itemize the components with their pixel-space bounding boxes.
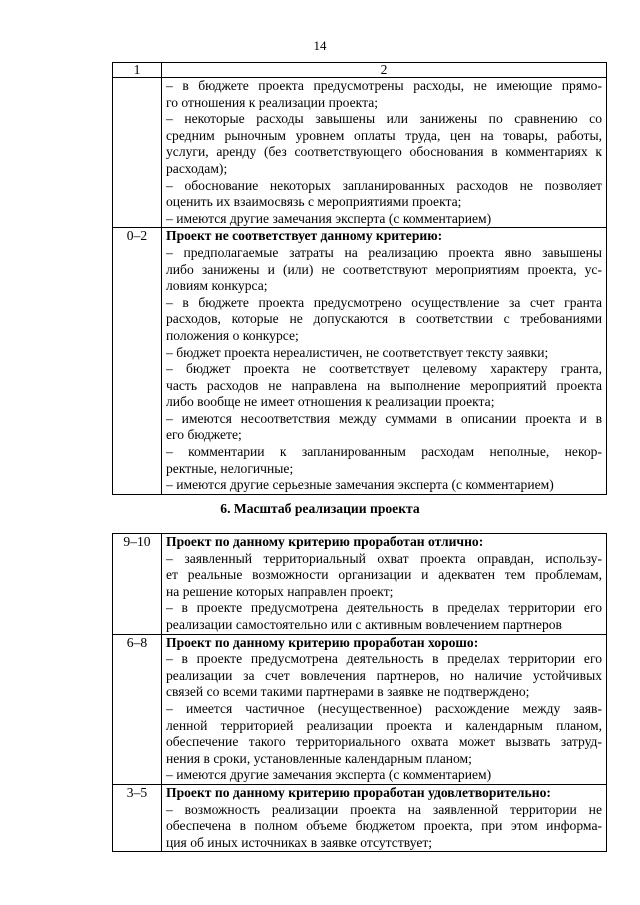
text-line: расходов, которые не допускаются в соответствии с требованиями: [166, 311, 602, 327]
text-line: го отношения к реализации проекта;: [166, 94, 379, 110]
text-line: – имеются другие серьезные замечания эксперта (с комментарием): [166, 477, 554, 493]
text-line: – предполагаемые затраты на реализацию проекта явно завышены: [166, 244, 602, 260]
criterion-title: Проект по данному критерию проработан удовлетворительно:: [166, 784, 551, 800]
text-line: средним рыночным уровнем оплаты труда, цен на товары, работы,: [166, 127, 602, 143]
text-line: расходам);: [166, 160, 228, 176]
text-line: – в бюджете проекта предусмотрено осуществление за счет гранта: [166, 294, 602, 310]
table-header-row: [113, 63, 607, 78]
score-cell: 3–5: [113, 784, 162, 851]
text-line: – в бюджете проекта предусмотрены расходы, не имеющие прямо-: [166, 78, 602, 93]
table-row: [113, 228, 607, 495]
text-line: реализации за счет вовлечения партнеров, но наличие устойчивых: [166, 667, 602, 683]
table-row: [113, 534, 607, 635]
text-line: ленной территорией реализации проекта и календарным планом,: [166, 717, 602, 733]
text-line: его бюджете;: [166, 427, 242, 443]
text-line: ет реальные возможности организации и адекватен тем проблемам,: [166, 567, 602, 583]
table-row: [113, 784, 607, 851]
text-line: положения о конкурсе;: [166, 327, 299, 343]
score-cell: 9–10: [113, 534, 162, 635]
text-line: связей со всеми такими партнерами в заявке не подтверждено;: [166, 684, 530, 700]
text-line: – бюджет проекта не соответствует целевому характеру гранта,: [166, 361, 602, 377]
text-line: обеспечена в полном объеме бюджетом проекта, при этом информа-: [166, 818, 602, 834]
criterion-title: Проект по данному критерию проработан хорошо:: [166, 634, 479, 650]
section-heading: 6. Масштаб реализации проекта: [220, 501, 420, 516]
text-line: – в проекте предусмотрена деятельность в пределах территории его: [166, 600, 602, 616]
text-line: обеспечение такого территориального охвата может вызвать затруд-: [166, 734, 602, 750]
text-line: – в проекте предусмотрена деятельность в пределах территории его: [166, 651, 602, 667]
text-line: оценить их взаимосвязь с мероприятиями проекта;: [166, 194, 462, 210]
text-line: – бюджет проекта нереалистичен, не соответствует тексту заявки;: [166, 344, 549, 360]
criteria-table-scale: [112, 533, 607, 852]
text-line: на решение которых направлен проект;: [166, 583, 394, 599]
text-line: ректные, нелогичные;: [166, 460, 294, 476]
text-line: – обоснование некоторых запланированных расходов не позволяет: [166, 177, 602, 193]
criterion-title: Проект по данному критерию проработан отлично:: [166, 534, 484, 549]
text-line: нения в сроки, установленные календарным планом;: [166, 750, 472, 766]
table-row: [113, 78, 607, 228]
text-line: – некоторые расходы завышены или занижены по сравнению со: [166, 111, 602, 127]
text-line: – имеются другие замечания эксперта (с комментарием): [166, 767, 492, 783]
text-line: часть расходов не направлена на выполнение мероприятий проекта: [166, 377, 602, 393]
text-line: услуги, аренду (без соответствующего обоснования в комментариях к: [166, 144, 602, 160]
text-line: – комментарии к запланированным расходам неполные, некор-: [166, 444, 602, 460]
column-header-score: 1: [113, 63, 162, 78]
text-line: – имеется частичное (несущественное) расхождение между заяв-: [166, 700, 602, 716]
text-line: ция об иных источниках в заявке отсутствует;: [166, 834, 433, 850]
criteria-table-budget: [112, 62, 607, 495]
score-cell: 0–2: [113, 228, 162, 495]
text-line: либо вообще не имеет отношения к реализации проекта;: [166, 394, 495, 410]
description-cell: [162, 784, 607, 851]
text-line: реализации самостоятельно или с активным вовлечением партнеров: [166, 616, 562, 632]
description-cell: [162, 534, 607, 635]
text-line: либо занижены и (или) не соответствуют мероприятиям проекта, ус-: [166, 261, 602, 277]
criterion-title: Проект не соответствует данному критерию:: [166, 228, 443, 244]
text-line: – имеются несоответствия между суммами в описании проекта и в: [166, 410, 602, 426]
score-cell: 6–8: [113, 634, 162, 784]
score-cell: [113, 78, 162, 228]
description-cell: [162, 78, 607, 228]
text-line: ловиям конкурса;: [166, 278, 268, 294]
description-cell: [162, 228, 607, 495]
text-line: – возможность реализации проекта на заявленной территории не: [166, 801, 602, 817]
text-line: – заявленный территориальный охват проекта оправдан, использу-: [166, 550, 602, 566]
column-header-description: 2: [162, 63, 607, 78]
page-number: 14: [313, 38, 327, 53]
table-row: [113, 634, 607, 784]
text-line: – имеются другие замечания эксперта (с комментарием): [166, 210, 492, 226]
description-cell: [162, 634, 607, 784]
